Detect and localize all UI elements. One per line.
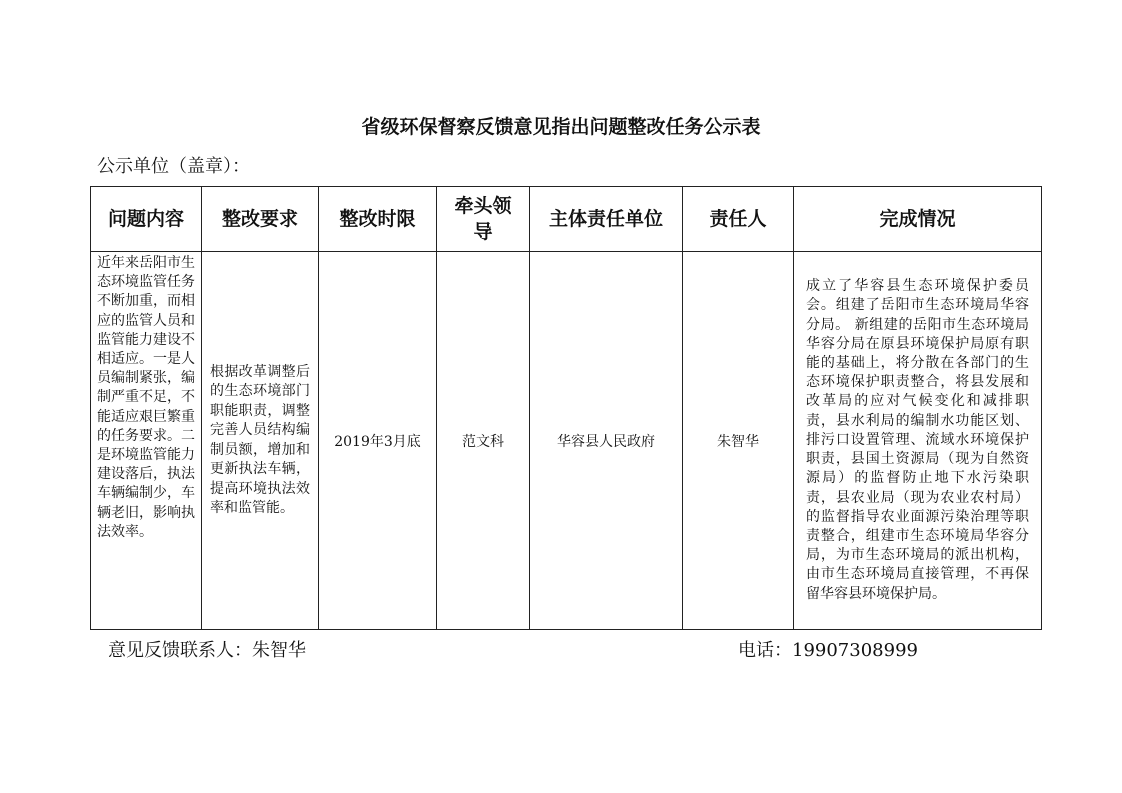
page-title: 省级环保督察反馈意见指出问题整改任务公示表	[361, 116, 761, 138]
cell-deadline: 2019年3月底	[319, 252, 437, 630]
header-unit: 主体责任单位	[530, 187, 683, 252]
header-person: 责任人	[683, 187, 794, 252]
cell-status: 成立了华容县生态环境保护委员会。组建了岳阳市生态环境局华容分局。 新组建的岳阳市生态环境局华容分局在原县环境保护局原有职能的基础上，将分散在各部门的生态环境保护职责整合，将县发展和改革局的应对气候变化和减排职责，县水利局的编制水功能区划、排污口设置管理、流域水环境保护职责，县国土资源局（现为自然资源局）的监督防止地下水污染职责，县农业局（现为农业农村局）的监督指导农业面源污染治理等职责整合，组建市生态环境局华容分局，为市生态环境局的派出机构，由市生态环境局直接管理，不再保留华容县环境保护局。	[794, 252, 1042, 630]
feedback-contact: 意见反馈联系人：朱智华	[108, 640, 306, 661]
cell-requirement: 根据改革调整后的生态环境部门职能职责，调整完善人员结构编制员额，增加和更新执法车辆，提高环境执法效率和监管能。	[202, 252, 319, 630]
cell-unit: 华容县人民政府	[530, 252, 683, 630]
unit-label: 公示单位（盖章）：	[97, 156, 250, 177]
table-header-row	[91, 187, 1042, 252]
header-requirement: 整改要求	[202, 187, 319, 252]
cell-person: 朱智华	[683, 252, 794, 630]
header-leader: 牵头领导	[437, 187, 530, 252]
cell-leader: 范文科	[437, 252, 530, 630]
cell-problem: 近年来岳阳市生态环境监管任务不断加重，而相应的监管人员和监管能力建设不相适应。一是人员编制紧张，编制严重不足，不能适应艰巨繁重的任务要求。二是环境监管能力建设落后，执法车辆编制少，车辆老旧，影响执法效率。	[91, 252, 202, 630]
task-table	[90, 186, 1042, 630]
header-problem: 问题内容	[91, 187, 202, 252]
header-status: 完成情况	[794, 187, 1042, 252]
table-row	[91, 252, 1042, 630]
contact-phone: 电话：19907308999	[738, 640, 918, 661]
header-deadline: 整改时限	[319, 187, 437, 252]
